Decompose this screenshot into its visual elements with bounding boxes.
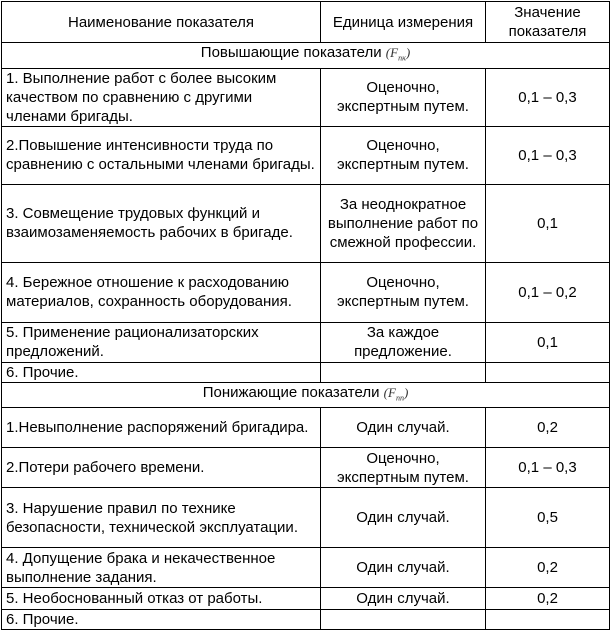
- row-value: 0,1 – 0,2: [486, 262, 610, 322]
- row-name: 6. Прочие.: [2, 610, 321, 630]
- row-value: 0,1 – 0,3: [486, 126, 610, 184]
- row-value: [486, 610, 610, 630]
- row-name: 1. Выполнение работ с более высоким качеством по сравнению с другими членами бригады.: [2, 68, 321, 126]
- section-row-increasing: [2, 43, 610, 69]
- section-row-decreasing: [2, 382, 610, 408]
- row-value: 0,2: [486, 408, 610, 448]
- table-row: [2, 408, 610, 448]
- row-value: 0,1 – 0,3: [486, 448, 610, 488]
- table-row: [2, 262, 610, 322]
- row-value: 0,2: [486, 588, 610, 610]
- row-value: 0,1: [486, 322, 610, 362]
- table-row: [2, 548, 610, 588]
- row-unit: За неоднократное выполнение работ по смежной профессии.: [321, 184, 486, 262]
- row-name: 5. Применение рационализаторских предложений.: [2, 322, 321, 362]
- row-name: 3. Нарушение правил по технике безопасности, технической эксплуатации.: [2, 488, 321, 548]
- table-row: [2, 488, 610, 548]
- table-row: [2, 362, 610, 382]
- indicators-table: [1, 1, 610, 630]
- row-name: 2.Потери рабочего времени.: [2, 448, 321, 488]
- row-unit: За каждое предложение.: [321, 322, 486, 362]
- row-unit: Один случай.: [321, 588, 486, 610]
- header-unit: Единица измерения: [321, 2, 486, 43]
- row-unit: Один случай.: [321, 548, 486, 588]
- table-row: [2, 588, 610, 610]
- row-name: 5. Необоснованный отказ от работы.: [2, 588, 321, 610]
- row-name: 6. Прочие.: [2, 362, 321, 382]
- row-unit: [321, 610, 486, 630]
- row-unit: Оценочно, экспертным путем.: [321, 262, 486, 322]
- row-name: 3. Совмещение трудовых функций и взаимозаменяемость рабочих в бригаде.: [2, 184, 321, 262]
- table-row: [2, 68, 610, 126]
- header-row: [2, 2, 610, 43]
- section-title-cell: [2, 43, 610, 69]
- row-value: 0,1: [486, 184, 610, 262]
- row-unit: Один случай.: [321, 408, 486, 448]
- table-row: [2, 448, 610, 488]
- formula-symbol: $(F_{пк})$: [385, 45, 411, 63]
- table-row: [2, 610, 610, 630]
- formula-symbol: $(F_{пп})$: [383, 384, 409, 403]
- row-name: 2.Повышение интенсивности труда по сравнению с остальными членами бригады.: [2, 126, 321, 184]
- row-value: [486, 362, 610, 382]
- table-row: [2, 184, 610, 262]
- section-title: Повышающие показатели: [200, 44, 382, 61]
- row-unit: Один случай.: [321, 488, 486, 548]
- row-name: 1.Невыполнение распоряжений бригадира.: [2, 408, 321, 448]
- section-title-cell: [2, 382, 610, 408]
- row-value: 0,2: [486, 548, 610, 588]
- header-value: Значение показателя: [486, 2, 610, 43]
- row-value: 0,1 – 0,3: [486, 68, 610, 126]
- row-value: 0,5: [486, 488, 610, 548]
- row-name: 4. Бережное отношение к расходованию материалов, сохранность оборудования.: [2, 262, 321, 322]
- row-unit: Оценочно, экспертным путем.: [321, 68, 486, 126]
- table-row: [2, 126, 610, 184]
- row-unit: [321, 362, 486, 382]
- section-title: Понижающие показатели: [202, 383, 380, 401]
- header-name: Наименование показателя: [2, 2, 321, 43]
- table-row: [2, 322, 610, 362]
- row-unit: Оценочно, экспертным путем.: [321, 448, 486, 488]
- row-name: 4. Допущение брака и некачественное выполнение задания.: [2, 548, 321, 588]
- row-unit: Оценочно, экспертным путем.: [321, 126, 486, 184]
